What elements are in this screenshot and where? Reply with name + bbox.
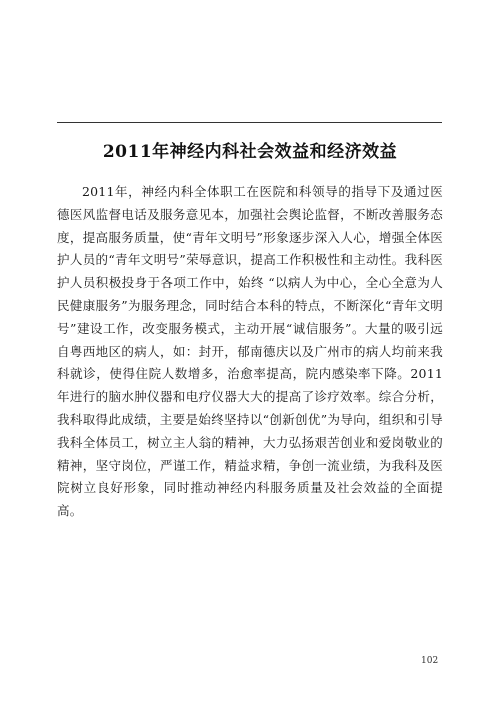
page-number: 102 (421, 656, 439, 666)
page-title: 2011年神经内科社会效益和经济效益 (102, 142, 398, 162)
header-divider (57, 122, 442, 123)
body-paragraph: 2011年，神经内科全体职工在医院和科领导的指导下及通过医德医风监督电话及服务意见本，加强社会舆论监督，不断改善服务态度，提高服务质量，使“青年文明号”形象逐步深入人心，增强全体医护人员的“青年文明号”荣辱意识，提高工作积极性和主动性。我科医护人员积极投身于各项工作中，始终 “以病人为中心，全心全意为人民健康服务”为服务理念，同时结合本科的特点，不断深化“青年文明号”建设工作，改变服务模式，主动开展“诚信服务”。大量的吸引远自粤西地区的病人，如：封开，郁南德庆以及广州市的病人均前来我科就诊，使得住院人数增多，治愈率提高，院内感染率下降。2011年进行的脑水肿仪器和电疗仪器大大的提高了诊疗效率。综合分析，我科取得此成绩，主要是始终坚持以“创新创优”为导向，组织和引导我科全体员工，树立主人翁的精神，大力弘扬艰苦创业和爱岗敬业的精神，坚守岗位，严谨工作，精益求精，争创一流业绩，为我科及医院树立良好形象，同时推动神经内科服务质量及社会效益的全面提高。 (57, 184, 443, 519)
